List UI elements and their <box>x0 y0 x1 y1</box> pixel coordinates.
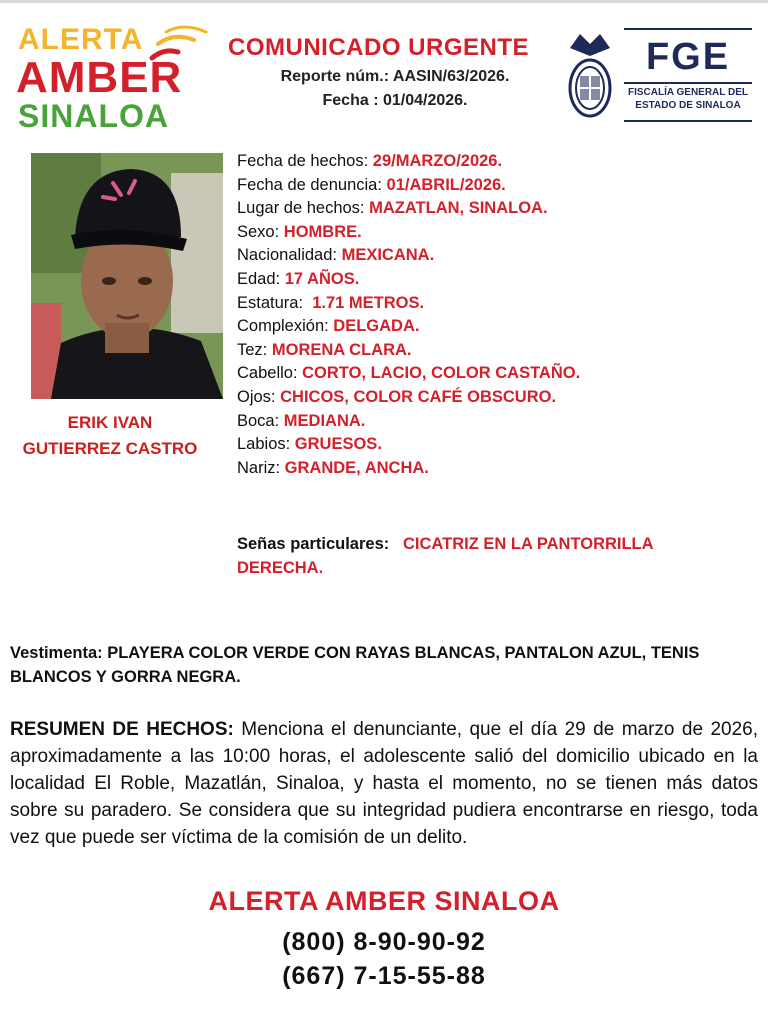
bulletin-title: COMUNICADO URGENTE <box>228 34 529 61</box>
field-ojos: Ojos: CHICOS, COLOR CAFÉ OBSCURO. <box>237 387 557 406</box>
logo-line-amber: AMBER <box>16 53 183 102</box>
report-date: Fecha : 01/04/2026. <box>322 92 468 109</box>
field-sexo: Sexo: HOMBRE. <box>237 222 362 241</box>
field-estatura: Estatura: 1.71 METROS. <box>237 293 425 312</box>
fge-logo <box>566 26 756 124</box>
summary-text: Menciona el denunciante, que el día 29 de marzo de 2026, aproximadamente a las 10:00 horas, el adolescente salió del domicilio ubicado en la localidad El Roble, Mazatlán, Sinaloa, y hasta el momento, no se tienen más datos sobre su paradero. Se considera que su integridad pudiera encontrarse en riesgo, toda vez que puede ser víctima de la comisión de un delito. <box>10 719 758 848</box>
fge-full-name <box>622 86 754 112</box>
field-labios: Labios: GRUESOS. <box>237 435 382 454</box>
fge-name-line2: ESTADO DE SINALOA <box>635 100 741 111</box>
field-cabello: Cabello: CORTO, LACIO, COLOR CASTAÑO. <box>237 364 581 383</box>
field-edad: Edad: 17 AÑOS. <box>237 269 360 288</box>
field-tez: Tez: MORENA CLARA. <box>237 340 412 359</box>
distinguishing-marks <box>237 532 737 580</box>
logo-line-sinaloa: SINALOA <box>18 98 169 134</box>
field-fecha-hechos: Fecha de hechos: 29/MARZO/2026. <box>237 152 503 170</box>
footer-title: ALERTA AMBER SINALOA <box>208 886 560 916</box>
senas-value: CICATRIZ EN LA PANTORRILLA DERECHA. <box>237 535 653 577</box>
field-boca: Boca: MEDIANA. <box>237 411 366 430</box>
person-last-name: GUTIERREZ CASTRO <box>22 439 198 458</box>
missing-person-photo <box>31 153 223 399</box>
state-seal-icon <box>566 26 614 122</box>
field-lugar-hechos: Lugar de hechos: MAZATLAN, SINALOA. <box>237 199 548 218</box>
fge-name-line1: FISCALÍA GENERAL DEL <box>627 87 748 98</box>
phone-number-2: (667) 7-15-55-88 <box>282 962 486 990</box>
field-complexion: Complexión: DELGADA. <box>237 317 420 336</box>
logo-line-alerta: ALERTA <box>18 23 144 56</box>
field-nariz: Nariz: GRANDE, ANCHA. <box>237 458 429 477</box>
report-number: Reporte núm.: AASIN/63/2026. <box>280 68 510 85</box>
fge-rule-top <box>624 28 752 30</box>
missing-person-name <box>0 410 220 462</box>
incident-summary <box>10 716 758 851</box>
top-border <box>0 0 768 3</box>
fge-rule-middle <box>624 82 752 84</box>
summary-label: RESUMEN DE HECHOS: <box>10 719 234 740</box>
fge-rule-bottom <box>624 120 752 122</box>
person-details <box>237 150 757 480</box>
alerta-amber-logo <box>14 24 214 134</box>
clothing-description: Vestimenta: PLAYERA COLOR VERDE CON RAYAS BLANCAS, PANTALON AZUL, TENIS BLANCOS Y GORRA NEGRA. <box>10 644 700 686</box>
senas-label: Señas particulares: <box>237 535 390 553</box>
fge-mark: FGE <box>645 36 731 78</box>
field-nacionalidad: Nacionalidad: MEXICANA. <box>237 246 435 265</box>
person-portrait-image <box>31 153 223 399</box>
phone-number-1: (800) 8-90-90-92 <box>282 928 486 956</box>
field-fecha-denuncia: Fecha de denuncia: 01/ABRIL/2026. <box>237 175 506 194</box>
person-first-name: ERIK IVAN <box>67 413 153 432</box>
